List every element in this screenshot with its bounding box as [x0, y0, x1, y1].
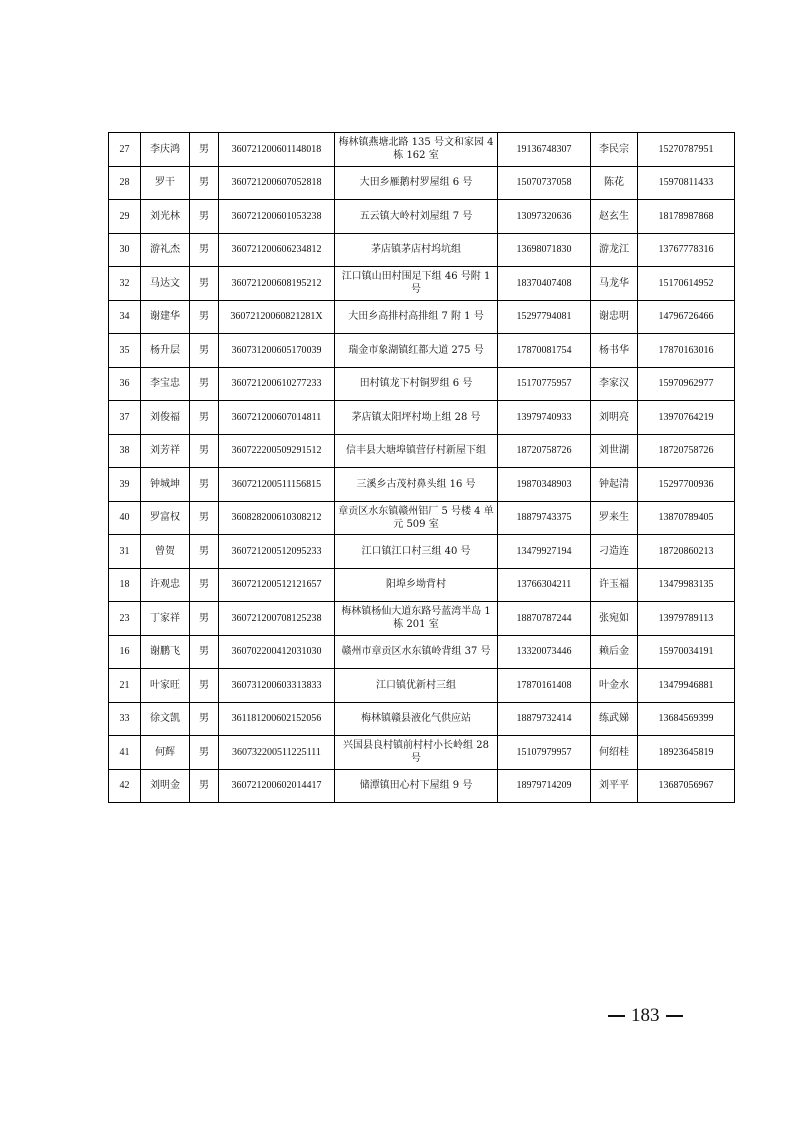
- contact-phone-cell: 15970811433: [638, 166, 735, 200]
- address-cell: 江口镇江口村三组 40 号: [335, 535, 498, 569]
- contact-name-cell: 练武娣: [591, 702, 638, 736]
- table-row: [109, 501, 735, 535]
- page-number-left-dash: [608, 1015, 625, 1017]
- id-number-cell: 360721200601053238: [219, 200, 335, 234]
- row-number-cell: 36: [109, 367, 141, 401]
- phone-cell: 18370407408: [498, 267, 591, 301]
- table-row: [109, 468, 735, 502]
- table-row: [109, 602, 735, 636]
- contact-name-cell: 谢忠明: [591, 300, 638, 334]
- address-cell: 大田乡高排村高排组 7 附 1 号: [335, 300, 498, 334]
- contact-name-cell: 许玉福: [591, 568, 638, 602]
- contact-name-cell: 叶金水: [591, 669, 638, 703]
- name-cell: 叶家旺: [141, 669, 190, 703]
- address-cell: 储潭镇田心村下屋组 9 号: [335, 769, 498, 803]
- contact-phone-cell: 14796726466: [638, 300, 735, 334]
- gender-cell: 男: [190, 166, 219, 200]
- table-row: [109, 702, 735, 736]
- row-number-cell: 27: [109, 133, 141, 167]
- name-cell: 钟城坤: [141, 468, 190, 502]
- row-number-cell: 35: [109, 334, 141, 368]
- address-cell: 梅林镇燕塘北路 135 号文和家园 4 栋 162 室: [335, 133, 498, 167]
- gender-cell: 男: [190, 401, 219, 435]
- contact-phone-cell: 15970034191: [638, 635, 735, 669]
- name-cell: 杨升层: [141, 334, 190, 368]
- address-cell: 五云镇大岭村刘屋组 7 号: [335, 200, 498, 234]
- row-number-cell: 33: [109, 702, 141, 736]
- page-number-right-dash: [666, 1015, 683, 1017]
- gender-cell: 男: [190, 267, 219, 301]
- address-cell: 茅店镇茅店村坞坑组: [335, 233, 498, 267]
- address-cell: 三溪乡古茂村鼻头组 16 号: [335, 468, 498, 502]
- table-row: [109, 133, 735, 167]
- row-number-cell: 16: [109, 635, 141, 669]
- gender-cell: 男: [190, 535, 219, 569]
- name-cell: 李宝忠: [141, 367, 190, 401]
- table-row: [109, 434, 735, 468]
- name-cell: 何辉: [141, 736, 190, 770]
- address-cell: 大田乡雁鹅村罗屋组 6 号: [335, 166, 498, 200]
- phone-cell: 18720758726: [498, 434, 591, 468]
- table-row: [109, 200, 735, 234]
- table-row: [109, 568, 735, 602]
- address-cell: 瑞金市象湖镇红都大道 275 号: [335, 334, 498, 368]
- name-cell: 刘光林: [141, 200, 190, 234]
- phone-cell: 17870161408: [498, 669, 591, 703]
- phone-cell: 13479927194: [498, 535, 591, 569]
- row-number-cell: 37: [109, 401, 141, 435]
- gender-cell: 男: [190, 133, 219, 167]
- id-number-cell: 36072120060821281X: [219, 300, 335, 334]
- contact-phone-cell: 18178987868: [638, 200, 735, 234]
- contact-phone-cell: 13479946881: [638, 669, 735, 703]
- contact-name-cell: 刘明亮: [591, 401, 638, 435]
- name-cell: 徐文凯: [141, 702, 190, 736]
- phone-cell: 18879743375: [498, 501, 591, 535]
- roster-table-body: [109, 133, 735, 803]
- row-number-cell: 28: [109, 166, 141, 200]
- row-number-cell: 39: [109, 468, 141, 502]
- name-cell: 许观忠: [141, 568, 190, 602]
- contact-phone-cell: 17870163016: [638, 334, 735, 368]
- gender-cell: 男: [190, 702, 219, 736]
- address-cell: 江口镇优新村三组: [335, 669, 498, 703]
- row-number-cell: 42: [109, 769, 141, 803]
- table-row: [109, 300, 735, 334]
- id-number-cell: 360721200708125238: [219, 602, 335, 636]
- phone-cell: 18879732414: [498, 702, 591, 736]
- contact-phone-cell: 13684569399: [638, 702, 735, 736]
- table-row: [109, 401, 735, 435]
- row-number-cell: 29: [109, 200, 141, 234]
- contact-name-cell: 何绍桂: [591, 736, 638, 770]
- id-number-cell: 360721200512121657: [219, 568, 335, 602]
- id-number-cell: 360731200603313833: [219, 669, 335, 703]
- address-cell: 茅店镇太阳坪村坳上组 28 号: [335, 401, 498, 435]
- contact-phone-cell: 15170614952: [638, 267, 735, 301]
- gender-cell: 男: [190, 468, 219, 502]
- contact-name-cell: 李家汉: [591, 367, 638, 401]
- phone-cell: 13979740933: [498, 401, 591, 435]
- id-number-cell: 361181200602152056: [219, 702, 335, 736]
- contact-name-cell: 刘世湖: [591, 434, 638, 468]
- gender-cell: 男: [190, 635, 219, 669]
- table-row: [109, 367, 735, 401]
- table-row: [109, 736, 735, 770]
- row-number-cell: 23: [109, 602, 141, 636]
- contact-name-cell: 陈花: [591, 166, 638, 200]
- contact-name-cell: 游龙江: [591, 233, 638, 267]
- row-number-cell: 18: [109, 568, 141, 602]
- id-number-cell: 360721200607052818: [219, 166, 335, 200]
- name-cell: 罗富权: [141, 501, 190, 535]
- gender-cell: 男: [190, 434, 219, 468]
- id-number-cell: 360702200412031030: [219, 635, 335, 669]
- address-cell: 梅林镇赣县液化气供应站: [335, 702, 498, 736]
- address-cell: 田村镇龙下村铜罗组 6 号: [335, 367, 498, 401]
- row-number-cell: 38: [109, 434, 141, 468]
- row-number-cell: 32: [109, 267, 141, 301]
- table-row: [109, 535, 735, 569]
- address-cell: 阳埠乡坳背村: [335, 568, 498, 602]
- contact-name-cell: 罗来生: [591, 501, 638, 535]
- phone-cell: 13698071830: [498, 233, 591, 267]
- phone-cell: 18870787244: [498, 602, 591, 636]
- contact-phone-cell: 18923645819: [638, 736, 735, 770]
- contact-name-cell: 杨书华: [591, 334, 638, 368]
- gender-cell: 男: [190, 769, 219, 803]
- id-number-cell: 360721200512095233: [219, 535, 335, 569]
- table-row: [109, 166, 735, 200]
- contact-phone-cell: 13970764219: [638, 401, 735, 435]
- id-number-cell: 360721200608195212: [219, 267, 335, 301]
- address-cell: 江口镇山田村围足下组 46 号附 1 号: [335, 267, 498, 301]
- name-cell: 刘芳祥: [141, 434, 190, 468]
- phone-cell: 15107979957: [498, 736, 591, 770]
- id-number-cell: 360828200610308212: [219, 501, 335, 535]
- table-row: [109, 669, 735, 703]
- id-number-cell: 360722200509291512: [219, 434, 335, 468]
- address-cell: 章贡区水东镇赣州铝厂 5 号楼 4 单元 509 室: [335, 501, 498, 535]
- contact-name-cell: 赵玄生: [591, 200, 638, 234]
- phone-cell: 15297794081: [498, 300, 591, 334]
- contact-phone-cell: 15270787951: [638, 133, 735, 167]
- contact-phone-cell: 18720758726: [638, 434, 735, 468]
- row-number-cell: 41: [109, 736, 141, 770]
- gender-cell: 男: [190, 233, 219, 267]
- gender-cell: 男: [190, 300, 219, 334]
- gender-cell: 男: [190, 200, 219, 234]
- contact-phone-cell: 13870789405: [638, 501, 735, 535]
- id-number-cell: 360721200607014811: [219, 401, 335, 435]
- phone-cell: 13097320636: [498, 200, 591, 234]
- contact-phone-cell: 18720860213: [638, 535, 735, 569]
- name-cell: 李庆鸿: [141, 133, 190, 167]
- name-cell: 曾贺: [141, 535, 190, 569]
- row-number-cell: 30: [109, 233, 141, 267]
- contact-phone-cell: 15297700936: [638, 468, 735, 502]
- contact-phone-cell: 13479983135: [638, 568, 735, 602]
- id-number-cell: 360721200511156815: [219, 468, 335, 502]
- phone-cell: 19136748307: [498, 133, 591, 167]
- phone-cell: 19870348903: [498, 468, 591, 502]
- name-cell: 谢建华: [141, 300, 190, 334]
- name-cell: 刘明金: [141, 769, 190, 803]
- address-cell: 赣州市章贡区水东镇岭背组 37 号: [335, 635, 498, 669]
- gender-cell: 男: [190, 501, 219, 535]
- contact-phone-cell: 13767778316: [638, 233, 735, 267]
- name-cell: 刘俊福: [141, 401, 190, 435]
- phone-cell: 13766304211: [498, 568, 591, 602]
- gender-cell: 男: [190, 568, 219, 602]
- contact-phone-cell: 13687056967: [638, 769, 735, 803]
- gender-cell: 男: [190, 736, 219, 770]
- contact-phone-cell: 13979789113: [638, 602, 735, 636]
- contact-name-cell: 马龙华: [591, 267, 638, 301]
- table-row: [109, 233, 735, 267]
- id-number-cell: 360732200511225111: [219, 736, 335, 770]
- contact-name-cell: 赖后金: [591, 635, 638, 669]
- id-number-cell: 360721200602014417: [219, 769, 335, 803]
- contact-name-cell: 刘平平: [591, 769, 638, 803]
- id-number-cell: 360721200606234812: [219, 233, 335, 267]
- name-cell: 罗干: [141, 166, 190, 200]
- id-number-cell: 360721200601148018: [219, 133, 335, 167]
- gender-cell: 男: [190, 367, 219, 401]
- gender-cell: 男: [190, 602, 219, 636]
- table-row: [109, 334, 735, 368]
- name-cell: 丁家祥: [141, 602, 190, 636]
- contact-name-cell: 刁造连: [591, 535, 638, 569]
- address-cell: 梅林镇杨仙大道东路号蓝湾半岛 1 栋 201 室: [335, 602, 498, 636]
- page-number-value: 183: [631, 1005, 660, 1026]
- id-number-cell: 360731200605170039: [219, 334, 335, 368]
- row-number-cell: 21: [109, 669, 141, 703]
- row-number-cell: 40: [109, 501, 141, 535]
- table-row: [109, 769, 735, 803]
- table-row: [109, 267, 735, 301]
- id-number-cell: 360721200610277233: [219, 367, 335, 401]
- address-cell: 信丰县大塘埠镇营仔村新屋下组: [335, 434, 498, 468]
- phone-cell: 17870081754: [498, 334, 591, 368]
- phone-cell: 18979714209: [498, 769, 591, 803]
- roster-table: [108, 132, 735, 803]
- phone-cell: 15070737058: [498, 166, 591, 200]
- address-cell: 兴国县良村镇前村村小长岭组 28 号: [335, 736, 498, 770]
- gender-cell: 男: [190, 334, 219, 368]
- table-row: [109, 635, 735, 669]
- row-number-cell: 31: [109, 535, 141, 569]
- contact-name-cell: 李民宗: [591, 133, 638, 167]
- page-number: [608, 1005, 683, 1027]
- name-cell: 谢鹏飞: [141, 635, 190, 669]
- phone-cell: 13320073446: [498, 635, 591, 669]
- name-cell: 游礼杰: [141, 233, 190, 267]
- name-cell: 马达文: [141, 267, 190, 301]
- contact-name-cell: 张宛如: [591, 602, 638, 636]
- gender-cell: 男: [190, 669, 219, 703]
- contact-name-cell: 钟起清: [591, 468, 638, 502]
- contact-phone-cell: 15970962977: [638, 367, 735, 401]
- phone-cell: 15170775957: [498, 367, 591, 401]
- row-number-cell: 34: [109, 300, 141, 334]
